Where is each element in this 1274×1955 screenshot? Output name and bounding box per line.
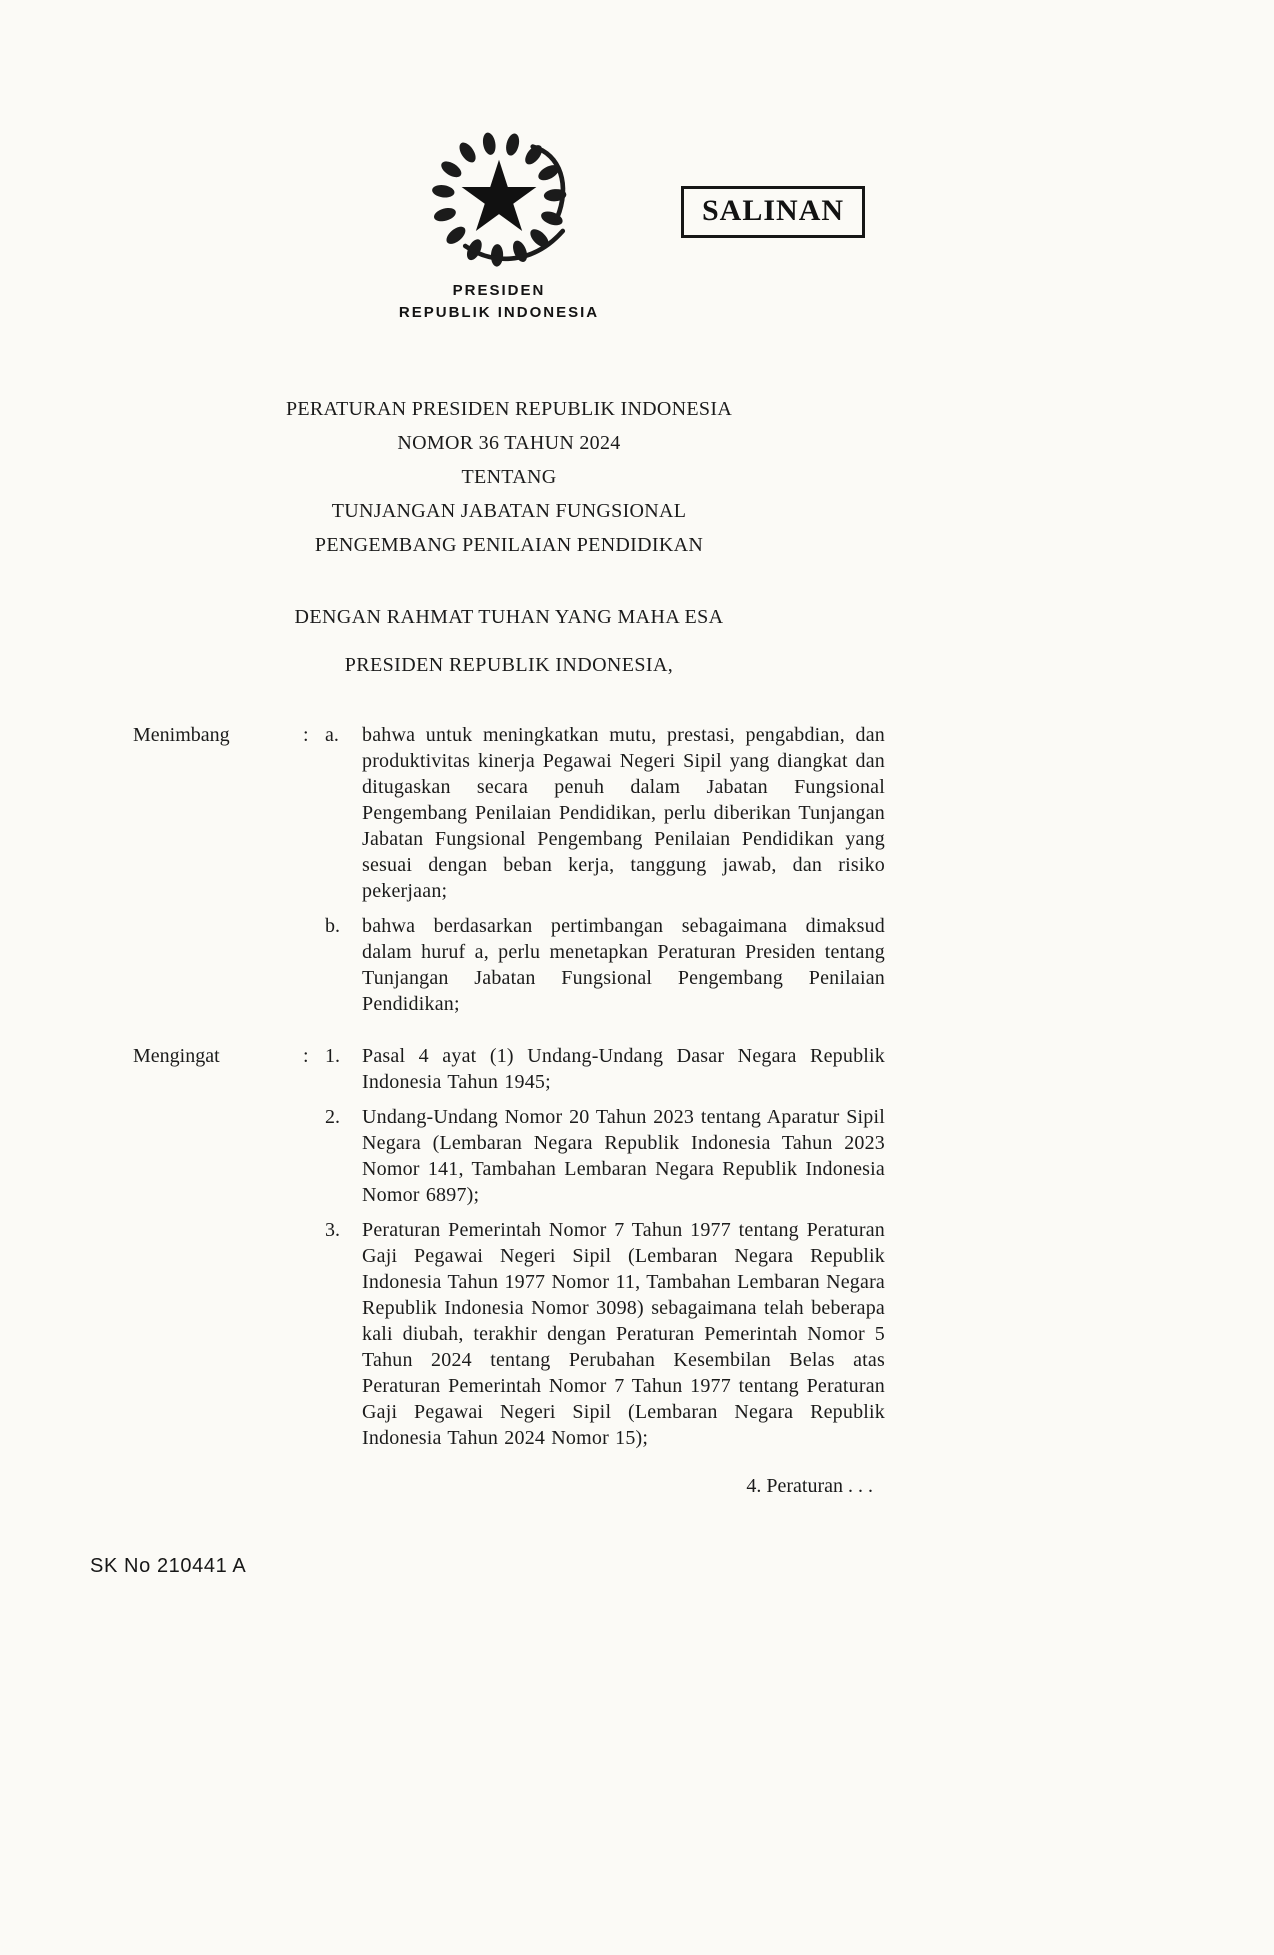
letterhead-presiden: PRESIDEN xyxy=(452,282,546,299)
menimbang-item-a xyxy=(325,722,885,904)
title-line-2: NOMOR 36 TAHUN 2024 xyxy=(397,432,621,454)
footer-code: SK No 210441 A xyxy=(90,1555,247,1577)
page-catchword: 4. Peraturan . . . xyxy=(746,1475,873,1497)
mengingat-item-2 xyxy=(325,1104,885,1208)
title-line-5: PENGEMBANG PENILAIAN PENDIDIKAN xyxy=(314,534,704,556)
salinan-stamp xyxy=(681,186,865,238)
mengingat-item-3-text: Peraturan Pemerintah Nomor 7 Tahun 1977 tentang Peraturan Gaji Pegawai Negeri Sipil (Lembaran Negara Republik Indonesia Tahun 1977 Nomor 11, Tambahan Lembaran Negara Republik Indonesia Nomor 3098) sebagaimana telah beberapa kali diubah, terakhir dengan Peraturan Pemerintah Nomor 5 Tahun 2024 tentang Perubahan Kesembilan Belas atas Peraturan Pemerintah Nomor 7 Tahun 1977 tentang Peraturan Gaji Pegawai Negeri Sipil (Lembaran Negara Republik Indonesia Tahun 2024 Nomor 15); xyxy=(362,1219,885,1449)
mengingat-colon: : xyxy=(303,1045,309,1067)
invocation-line: DENGAN RAHMAT TUHAN YANG MAHA ESA xyxy=(294,606,724,628)
mengingat-item-3-marker: 3. xyxy=(325,1219,340,1241)
salutation-line: PRESIDEN REPUBLIK INDONESIA, xyxy=(344,654,674,676)
menimbang-item-b xyxy=(325,913,885,1017)
menimbang-section xyxy=(133,722,885,1017)
letterhead-republik-indonesia: REPUBLIK INDONESIA xyxy=(398,304,600,321)
menimbang-item-b-text: bahwa berdasarkan pertimbangan sebagaimana dimaksud dalam huruf a, perlu menetapkan Peraturan Presiden tentang Tunjangan Jabatan Fungsional Pengembang Penilaian Pendidikan; xyxy=(362,915,885,1015)
mengingat-item-1-marker: 1. xyxy=(325,1045,340,1067)
document-body xyxy=(133,392,885,1499)
menimbang-items xyxy=(325,722,885,1017)
mengingat-item-2-text: Undang-Undang Nomor 20 Tahun 2023 tentang Aparatur Sipil Negara (Lembaran Negara Republik Indonesia Tahun 2023 Nomor 141, Tambahan Lembaran Negara Republik Indonesia Nomor 6897); xyxy=(362,1106,885,1206)
star-wreath-emblem-icon xyxy=(424,126,574,276)
mengingat-item-3 xyxy=(325,1217,885,1451)
mengingat-items xyxy=(325,1043,885,1451)
letterhead xyxy=(329,282,669,321)
presidential-emblem-icon xyxy=(424,126,574,276)
title-line-1: PERATURAN PRESIDEN REPUBLIK INDONESIA xyxy=(285,398,733,420)
mengingat-item-2-marker: 2. xyxy=(325,1106,340,1128)
menimbang-colon: : xyxy=(303,724,309,746)
mengingat-item-1 xyxy=(325,1043,885,1095)
menimbang-item-a-text: bahwa untuk meningkatkan mutu, prestasi, pengabdian, dan produktivitas kinerja Pegawai Negeri Sipil yang diangkat dan ditugaskan secara penuh dalam Jabatan Fungsional Pengembang Penilaian Pendidikan, perlu diberikan Tunjangan Jabatan Fungsional Pengembang Penilaian Pendidikan yang sesuai dengan beban kerja, tanggung jawab, dan risiko pekerjaan; xyxy=(362,724,885,902)
title-block xyxy=(133,392,885,562)
mengingat-item-1-text: Pasal 4 ayat (1) Undang-Undang Dasar Negara Republik Indonesia Tahun 1945; xyxy=(362,1045,885,1093)
title-line-4: TUNJANGAN JABATAN FUNGSIONAL xyxy=(331,500,687,522)
menimbang-item-b-marker: b. xyxy=(325,915,340,937)
mengingat-section xyxy=(133,1043,885,1451)
menimbang-label: Menimbang xyxy=(133,724,230,746)
salinan-label: SALINAN xyxy=(702,194,845,227)
title-line-3: TENTANG xyxy=(461,466,557,488)
menimbang-item-a-marker: a. xyxy=(325,724,339,746)
mengingat-label: Mengingat xyxy=(133,1045,220,1067)
